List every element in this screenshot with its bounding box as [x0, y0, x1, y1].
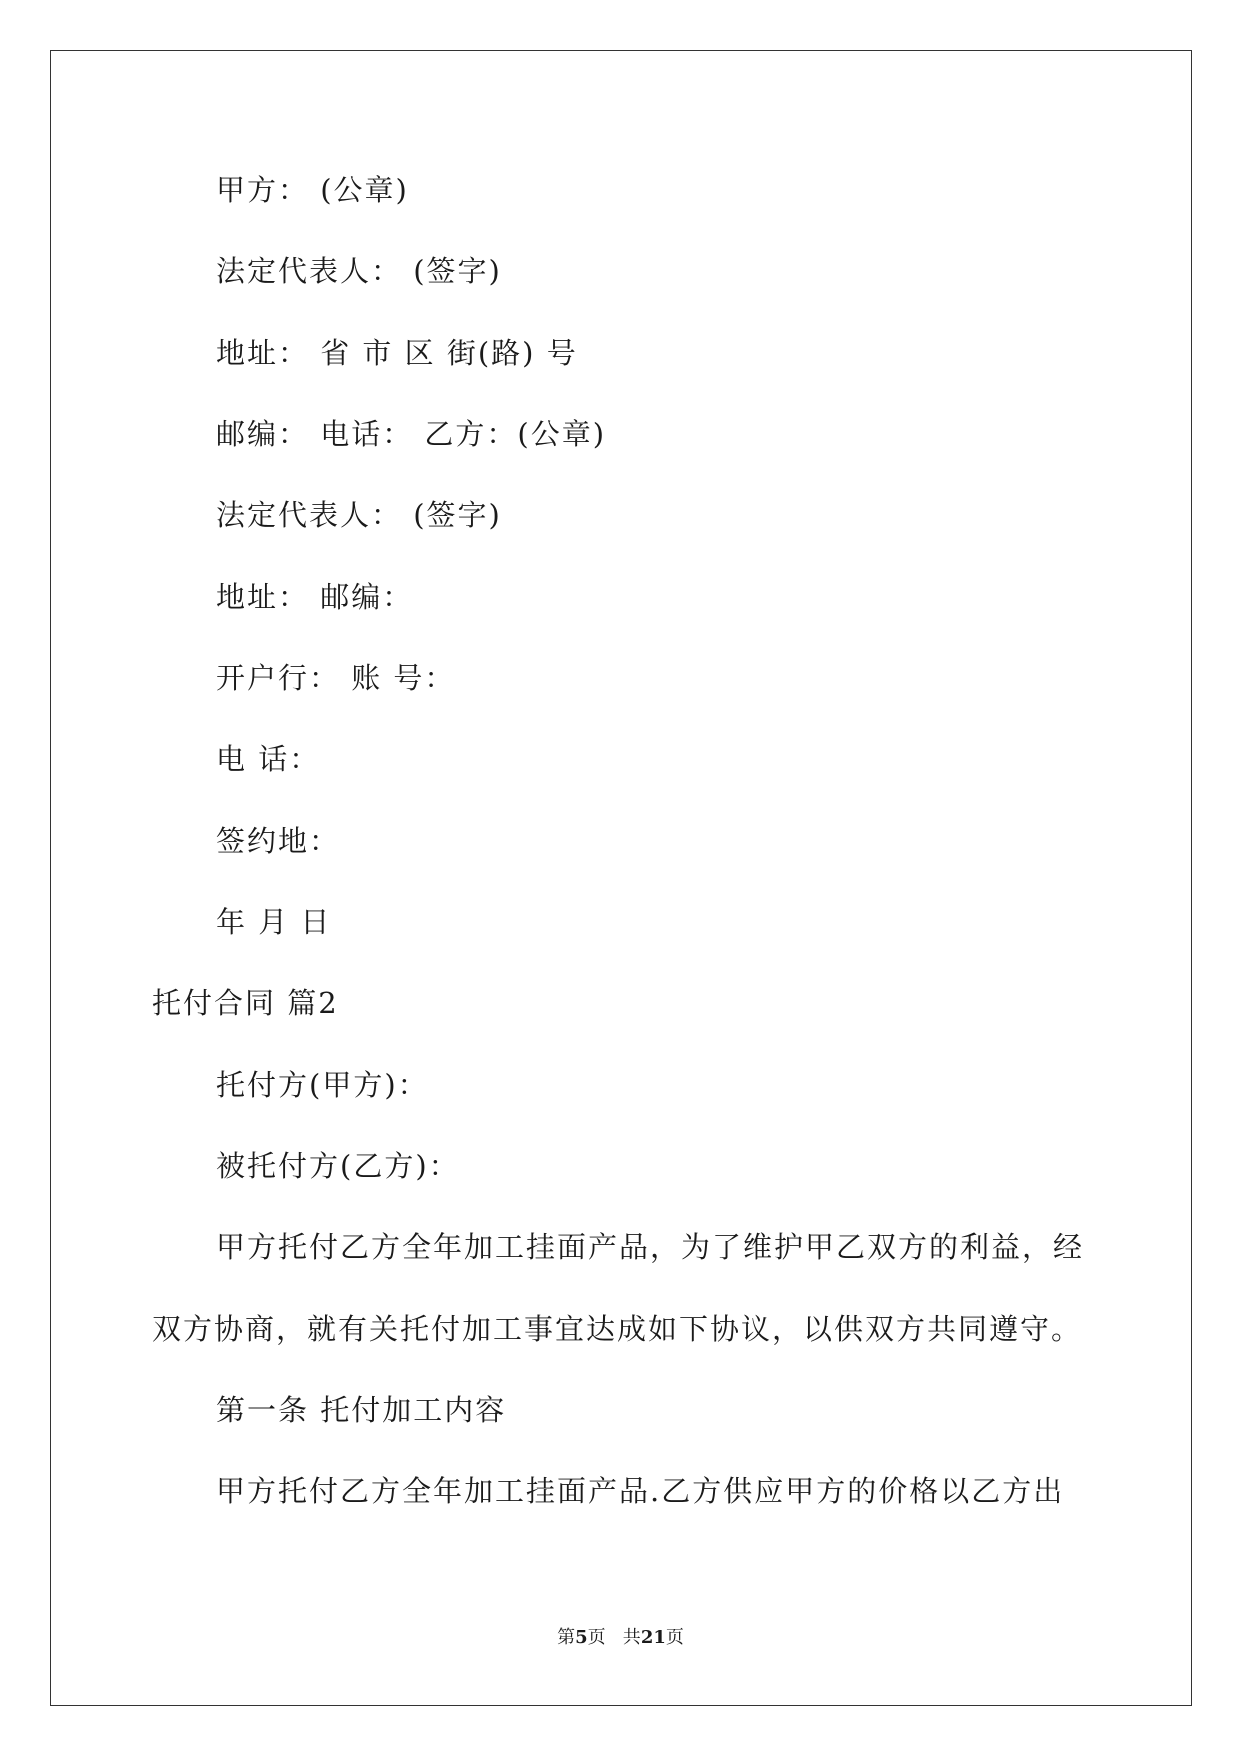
footer-middle: 页 共 — [587, 1627, 641, 1648]
party-a-seal-line: 甲方： (公章) — [216, 173, 409, 207]
article-one-heading: 第一条 托付加工内容 — [216, 1393, 507, 1427]
phone-line: 电 话： — [216, 742, 321, 776]
section-heading: 托付合同 篇2 — [152, 986, 339, 1020]
paragraph-line-1: 甲方托付乙方全年加工挂面产品，为了维护甲乙双方的利益，经 — [216, 1230, 1085, 1264]
party-b-representative-line: 法定代表人： (签字) — [216, 498, 502, 532]
party-b-address-line: 地址： 邮编： — [216, 580, 414, 614]
footer-suffix: 页 — [665, 1627, 684, 1648]
entrusted-party-line: 被托付方(乙方)： — [216, 1149, 460, 1183]
postcode-phone-party-b-line: 邮编： 电话： 乙方：(公章) — [216, 417, 607, 451]
page-border — [50, 50, 1192, 1706]
paragraph-line-3: 甲方托付乙方全年加工挂面产品.乙方供应甲方的价格以乙方出 — [216, 1474, 1065, 1508]
signing-place-line: 签约地： — [216, 824, 341, 858]
bank-account-line: 开户行： 账 号： — [216, 661, 456, 695]
entrusting-party-line: 托付方(甲方)： — [216, 1068, 429, 1102]
paragraph-line-2: 双方协商，就有关托付加工事宜达成如下协议，以供双方共同遵守。 — [152, 1312, 1083, 1346]
total-page-number: 21 — [640, 1627, 666, 1648]
current-page-number: 5 — [575, 1627, 588, 1648]
party-a-address-line: 地址： 省 市 区 街(路) 号 — [216, 336, 578, 370]
footer-prefix: 第 — [557, 1627, 576, 1648]
page-footer — [0, 1626, 1241, 1650]
date-line: 年 月 日 — [216, 905, 332, 939]
party-a-representative-line: 法定代表人： (签字) — [216, 254, 502, 288]
